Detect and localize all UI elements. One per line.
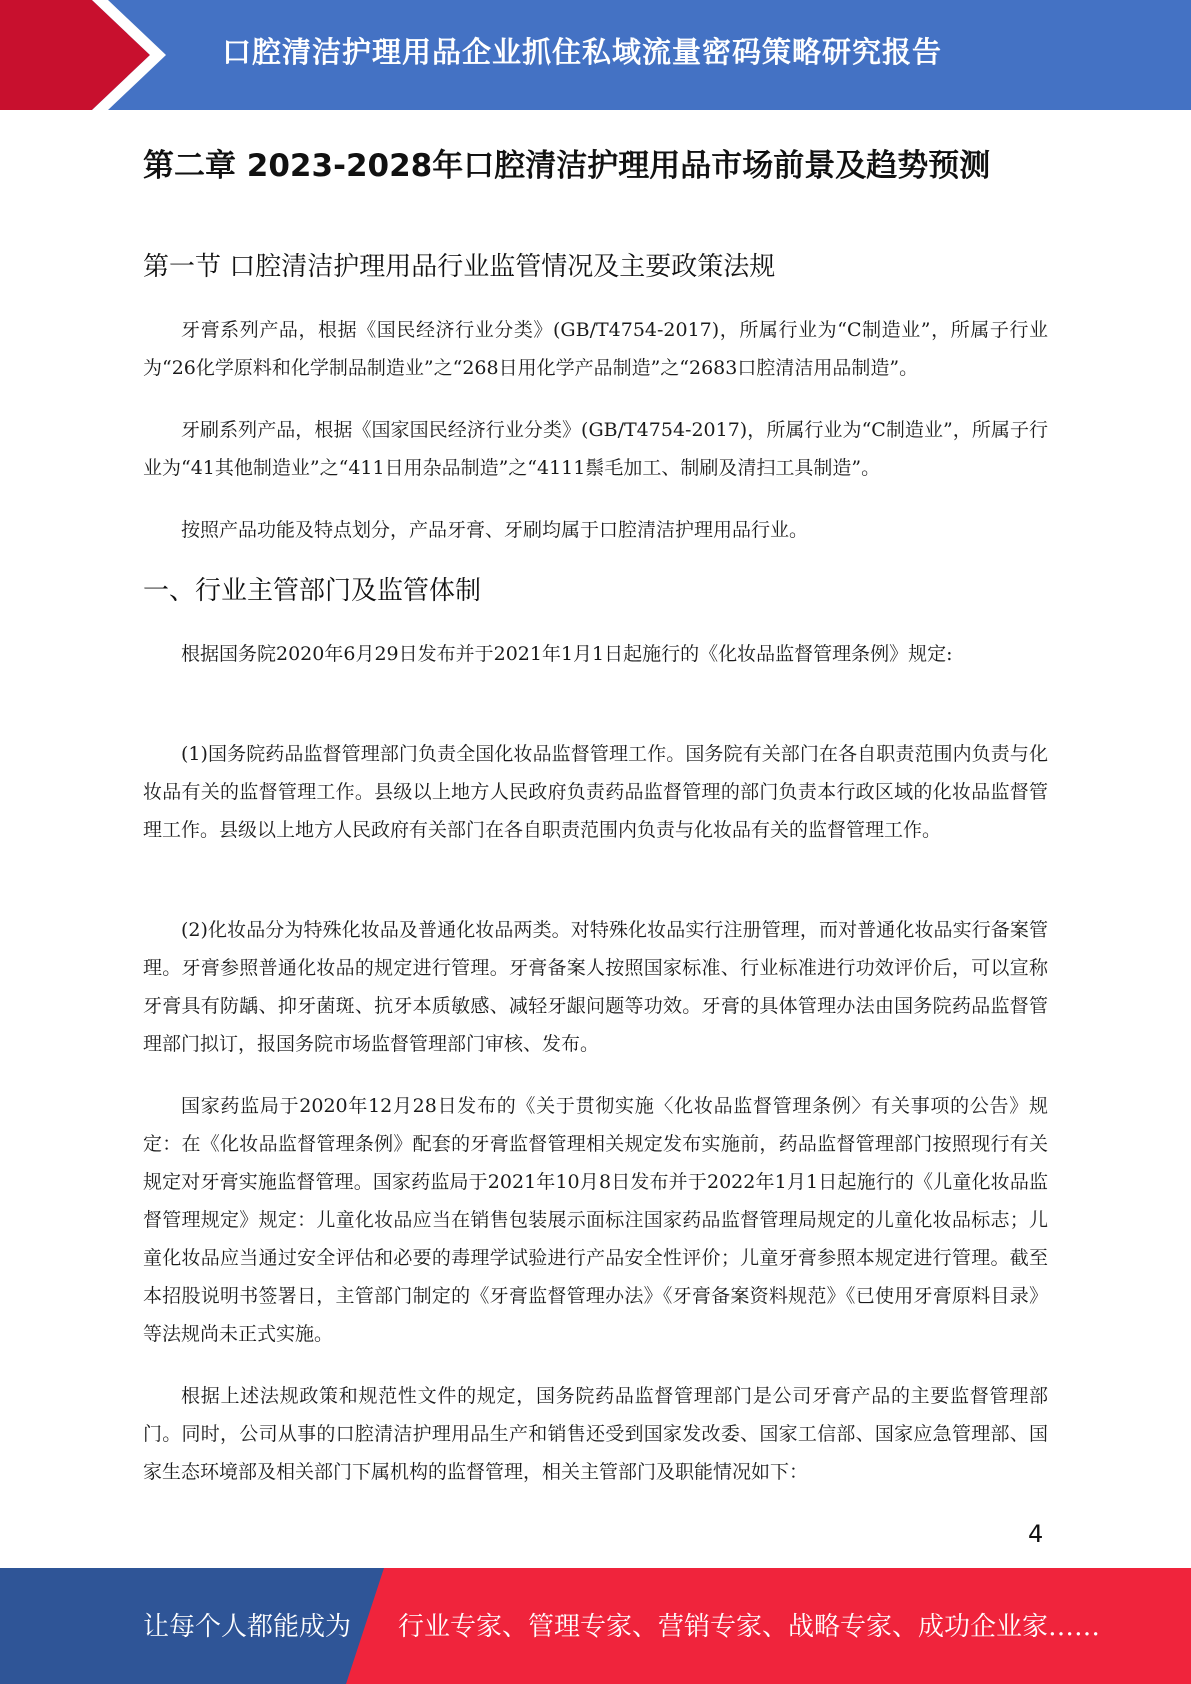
report-title: 口腔清洁护理用品企业抓住私域流量密码策略研究报告 — [222, 35, 943, 69]
paragraph-nmpa-announcement: 国家药监局于2020年12月28日发布的《关于贯彻实施〈化妆品监督管理条例〉有关事项的公告》规定：在《化妆品监督管理条例》配套的牙膏监督管理相关规定发布实施前，药品监督管理部门按照现行有关规定对牙膏实施监督管理。国家药监局于2021年10月8日发布并于2022年1月1日起施行的《儿童化妆品监督管理规定》规定：儿童化妆品应当在销售包装展示面标注国家药品监督管理局规定的儿童化妆品标志；儿童化妆品应当通过安全评估和必要的毒理学试验进行产品安全性评价；儿童牙膏参照本规定进行管理。截至本招股说明书签署日，主管部门制定的《牙膏监督管理办法》《牙膏备案资料规范》《已使用牙膏原料目录》等法规尚未正式实施。 — [143, 1095, 1048, 1345]
chapter-title: 第二章 2023-2028年口腔清洁护理用品市场前景及趋势预测 — [143, 148, 991, 184]
subsection-title: 一、行业主管部门及监管体制 — [143, 576, 482, 606]
paragraph-regulation-item-1: (1)国务院药品监督管理部门负责全国化妆品监督管理工作。国务院有关部门在各自职责范围内负责与化妆品有关的监督管理工作。县级以上地方人民政府负责药品监督管理的部门负责本行政区域的化妆品监督管理工作。县级以上地方人民政府有关部门在各自职责范围内负责与化妆品有关的监督管理工作。 — [143, 743, 1048, 841]
header-banner — [0, 0, 1191, 110]
footer-slogan-left: 让每个人都能成为 — [143, 1612, 352, 1642]
paragraph-regulators-summary: 根据上述法规政策和规范性文件的规定，国务院药品监督管理部门是公司牙膏产品的主要监督管理部门。同时，公司从事的口腔清洁护理用品生产和销售还受到国家发改委、国家工信部、国家应急管理部、国家生态环境部及相关部门下属机构的监督管理，相关主管部门及职能情况如下： — [143, 1385, 1048, 1483]
paragraph-toothpaste-classification: 牙膏系列产品，根据《国民经济行业分类》(GB/T4754-2017)，所属行业为“C制造业”，所属子行业为“26化学原料和化学制品制造业”之“268日用化学产品制造”之“2683口腔清洁用品制造”。 — [143, 319, 1048, 379]
paragraph-regulation-intro: 根据国务院2020年6月29日发布并于2021年1月1日起施行的《化妆品监督管理条例》规定: — [181, 643, 953, 665]
paragraph-product-category: 按照产品功能及特点划分，产品牙膏、牙刷均属于口腔清洁护理用品行业。 — [181, 519, 809, 541]
paragraph-regulation-item-2: (2)化妆品分为特殊化妆品及普通化妆品两类。对特殊化妆品实行注册管理，而对普通化妆品实行备案管理。牙膏参照普通化妆品的规定进行管理。牙膏备案人按照国家标准、行业标准进行功效评价后，可以宣称牙膏具有防龋、抑牙菌斑、抗牙本质敏感、减轻牙龈问题等功效。牙膏的具体管理办法由国务院药品监督管理部门拟订，报国务院市场监督管理部门审核、发布。 — [143, 919, 1048, 1055]
section-title: 第一节 口腔清洁护理用品行业监管情况及主要政策法规 — [143, 252, 776, 282]
paragraph-toothbrush-classification: 牙刷系列产品，根据《国家国民经济行业分类》(GB/T4754-2017)，所属行业为“C制造业”，所属子行业为“41其他制造业”之“411日用杂品制造”之“4111鬃毛加工、制刷及清扫工具制造”。 — [143, 419, 1048, 479]
footer-banner — [0, 1568, 1191, 1684]
page-number: 4 — [1028, 1520, 1044, 1548]
footer-slogan-right: 行业专家、管理专家、营销专家、战略专家、成功企业家…… — [398, 1612, 1101, 1642]
